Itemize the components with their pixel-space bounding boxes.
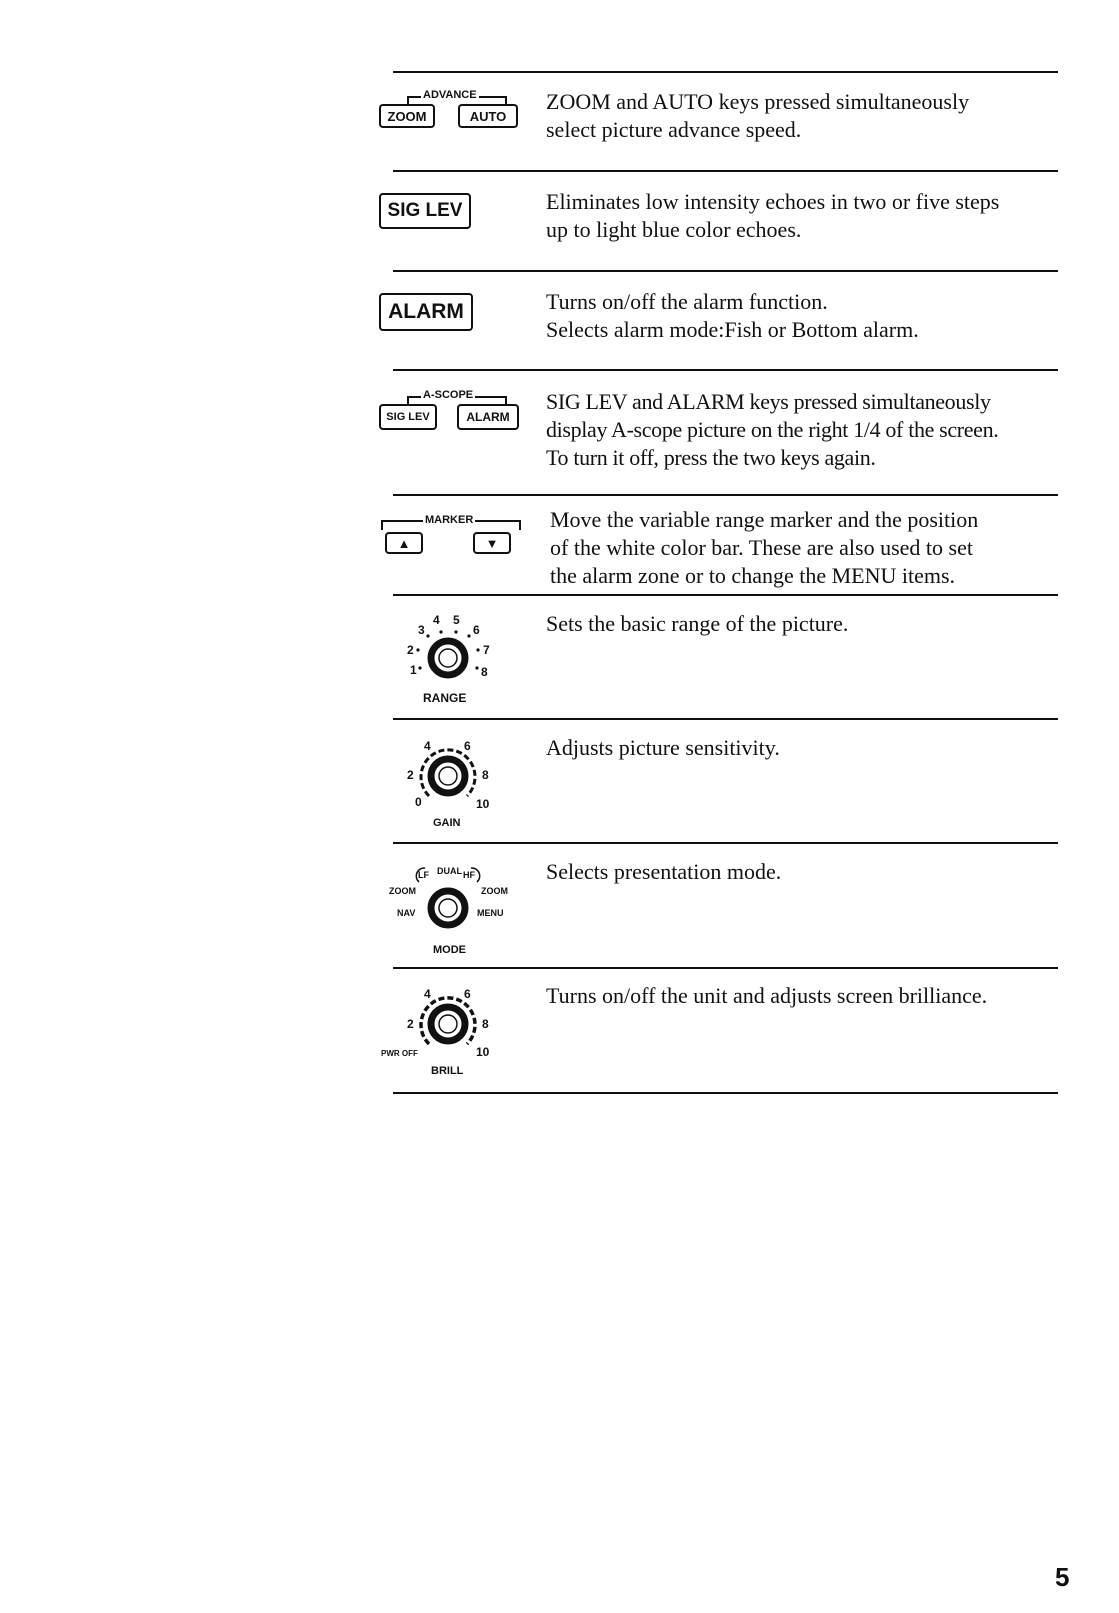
divider-rule bbox=[393, 842, 1058, 844]
scale-nav: NAV bbox=[397, 908, 416, 918]
divider-rule bbox=[393, 170, 1058, 172]
desc-text: keys pressed simultaneously bbox=[713, 89, 970, 114]
scale-3: 3 bbox=[418, 623, 425, 637]
knob-label: GAIN bbox=[433, 817, 461, 829]
gain-knob-icon bbox=[393, 734, 533, 834]
desc-line: up to light blue color echoes. bbox=[546, 217, 802, 242]
knob-label: BRILL bbox=[431, 1065, 464, 1077]
scale-2: 2 bbox=[407, 1017, 414, 1031]
divider-rule bbox=[393, 594, 1058, 596]
knob-label: MODE bbox=[433, 944, 466, 956]
divider-rule bbox=[393, 369, 1058, 371]
sig-lev-description bbox=[546, 188, 1058, 244]
desc-line: Turns on/off the unit and adjusts screen brilliance. bbox=[546, 983, 988, 1008]
scale-4: 4 bbox=[424, 739, 431, 753]
desc-line: the alarm zone or to change the MENU items. bbox=[550, 563, 956, 588]
row-marker bbox=[393, 506, 1058, 586]
divider-rule bbox=[393, 494, 1058, 496]
knob-center bbox=[439, 899, 457, 917]
divider-rule bbox=[393, 967, 1058, 969]
divider-rule bbox=[393, 270, 1058, 272]
zoom-key: ZOOM bbox=[379, 104, 435, 128]
alarm-key-name: ALARM bbox=[666, 389, 745, 414]
sig-lev-key-name: SIG LEV bbox=[546, 389, 627, 414]
desc-line: display A-scope picture on the right 1/4 of the screen. bbox=[546, 417, 999, 442]
scale-0: 0 bbox=[415, 795, 422, 809]
desc-text: and bbox=[610, 89, 653, 114]
desc-text: keys pressed simultaneously bbox=[744, 389, 991, 414]
scale-zoom-right: ZOOM bbox=[481, 886, 508, 896]
row-advance bbox=[387, 88, 1058, 158]
scale-8: 8 bbox=[481, 665, 488, 679]
scale-4: 4 bbox=[433, 613, 440, 627]
advance-description bbox=[546, 88, 1058, 144]
row-sig-lev bbox=[387, 188, 1058, 258]
a-scope-bracket-label: A-SCOPE bbox=[423, 389, 474, 401]
scale-10: 10 bbox=[476, 797, 490, 811]
desc-line: Selects alarm mode:Fish or Bottom alarm. bbox=[546, 317, 919, 342]
desc-line: select picture advance speed. bbox=[546, 117, 802, 142]
row-a-scope bbox=[386, 388, 1058, 483]
zoom-key-name: ZOOM bbox=[546, 89, 611, 114]
scale-10: 10 bbox=[476, 1045, 490, 1059]
scale-6: 6 bbox=[473, 623, 480, 637]
a-scope-key-group-icon bbox=[386, 388, 533, 438]
knob-center bbox=[439, 1015, 457, 1033]
scale-8: 8 bbox=[482, 768, 489, 782]
scale-6: 6 bbox=[464, 987, 471, 1001]
marker-down-key: ▼ bbox=[473, 532, 511, 554]
desc-line: Adjusts picture sensitivity. bbox=[546, 735, 780, 760]
scale-8: 8 bbox=[482, 1017, 489, 1031]
knob-center bbox=[439, 649, 457, 667]
row-alarm bbox=[388, 288, 1058, 358]
divider-rule bbox=[393, 71, 1058, 73]
sig-lev-key: SIG LEV bbox=[379, 193, 471, 229]
sig-lev-key: SIG LEV bbox=[379, 404, 437, 430]
desc-line: Eliminates low intensity echoes in two or five steps bbox=[546, 189, 1000, 214]
brill-knob-icon bbox=[373, 982, 533, 1082]
advance-key-group-icon bbox=[387, 88, 533, 138]
knob-center bbox=[439, 767, 457, 785]
divider-rule bbox=[393, 1092, 1058, 1094]
marker-bracket-label: MARKER bbox=[425, 514, 474, 526]
desc-line: Move the variable range marker and the position bbox=[550, 507, 979, 532]
scale-2: 2 bbox=[407, 768, 414, 782]
scale-lf: LF bbox=[418, 870, 429, 880]
scale-6: 6 bbox=[464, 739, 471, 753]
desc-line: To turn it off, press the two keys again. bbox=[546, 445, 876, 470]
divider-rule bbox=[393, 718, 1058, 720]
auto-key-name: AUTO bbox=[652, 89, 714, 114]
marker-description bbox=[550, 506, 1062, 590]
range-knob-icon bbox=[393, 610, 533, 710]
scale-5: 5 bbox=[453, 613, 460, 627]
row-gain bbox=[393, 734, 1058, 834]
marker-key-group-icon bbox=[393, 508, 543, 558]
scale-2: 2 bbox=[407, 643, 414, 657]
page-number: 5 bbox=[1055, 1562, 1070, 1592]
mode-description bbox=[546, 858, 1058, 886]
row-range bbox=[393, 610, 1058, 710]
brill-description bbox=[546, 982, 1058, 1010]
advance-bracket-label: ADVANCE bbox=[423, 89, 477, 101]
scale-1: 1 bbox=[410, 663, 417, 677]
auto-key: AUTO bbox=[458, 104, 518, 128]
scale-pwr-off: PWR OFF bbox=[381, 1049, 418, 1058]
desc-line: Turns on/off the alarm function. bbox=[546, 289, 828, 314]
mode-knob-icon bbox=[373, 858, 533, 958]
scale-menu: MENU bbox=[477, 908, 504, 918]
desc-text: and bbox=[626, 389, 667, 414]
scale-hf: HF bbox=[463, 870, 475, 880]
alarm-description bbox=[546, 288, 1058, 344]
alarm-key: ALARM bbox=[379, 293, 473, 331]
knob-label: RANGE bbox=[423, 691, 467, 705]
marker-up-key: ▲ bbox=[385, 532, 423, 554]
scale-7: 7 bbox=[483, 643, 490, 657]
desc-line: of the white color bar. These are also used to set bbox=[550, 535, 973, 560]
alarm-key: ALARM bbox=[457, 404, 519, 430]
a-scope-description bbox=[546, 388, 1058, 472]
range-description bbox=[546, 610, 1058, 638]
scale-zoom-left: ZOOM bbox=[389, 886, 416, 896]
scale-dual: DUAL bbox=[437, 866, 462, 876]
row-mode bbox=[389, 858, 1058, 958]
row-brill bbox=[381, 982, 1058, 1082]
gain-description bbox=[546, 734, 1058, 762]
scale-4: 4 bbox=[424, 987, 431, 1001]
desc-line: Selects presentation mode. bbox=[546, 859, 782, 884]
desc-line: Sets the basic range of the picture. bbox=[546, 611, 849, 636]
